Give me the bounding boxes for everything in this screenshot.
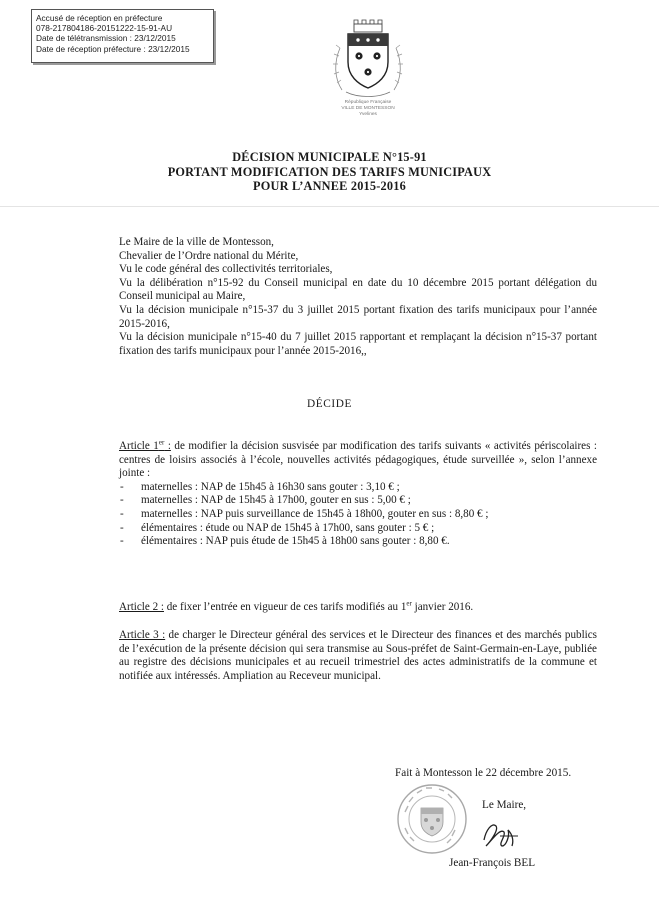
tariff-item: [119, 494, 597, 508]
title-line-1: DÉCISION MUNICIPALE N°15-91: [232, 150, 427, 164]
article-1-text: de modifier la décision susvisée par modification des tarifs suivants « activités périscolaires : centres de loisirs associés à l’école, nouvelles activités pédagogiques, étude surveillée », selon l’annexe jointe :: [119, 440, 598, 480]
consideration-line: Vu la décision municipale n°15-37 du 3 juillet 2015 portant fixation des tarifs municipaux pour l’année 2015-2016,: [119, 303, 597, 330]
mayor-seal-icon: [395, 782, 469, 856]
article-2-paragraph: [119, 601, 597, 615]
title-line-2: PORTANT MODIFICATION DES TARIFS MUNICIPAUX: [167, 164, 492, 179]
article-1-label-main: Article 1: [119, 440, 159, 452]
decision-title: [0, 150, 659, 194]
decide-heading: DÉCIDE: [306, 398, 352, 410]
handwritten-signature: [478, 816, 526, 852]
list-bullet: -: [120, 507, 124, 520]
list-bullet: -: [120, 480, 124, 493]
tariff-item-text: élémentaires : NAP puis étude de 15h45 à 18h00 sans gouter : 8,80 €.: [141, 535, 450, 548]
tariff-item: [119, 481, 597, 495]
tariff-list: [119, 481, 597, 549]
article-1-paragraph: [119, 440, 597, 481]
tariff-item: [119, 508, 597, 522]
title-line-3: POUR L’ANNEE 2015-2016: [253, 179, 406, 193]
article-2: [119, 601, 597, 615]
list-bullet: -: [120, 535, 124, 548]
stamp-line: Date de télétransmission : 23/12/2015: [36, 33, 176, 44]
list-bullet: -: [120, 521, 124, 534]
article-2-text-end: janvier 2016.: [411, 601, 474, 613]
article-2-text: de fixer l’entrée en vigueur de ces tarifs modifiés au 1: [163, 601, 407, 613]
divider: [0, 206, 659, 207]
article-2-sup: er: [406, 599, 412, 608]
stamp-line: Date de réception préfecture : 23/12/2015: [36, 43, 190, 54]
signatory-name: Jean-François BEL: [449, 857, 536, 869]
article-1-label-sup: er: [158, 438, 165, 447]
consideration-line: Chevalier de l’Ordre national du Mérite,: [119, 249, 299, 262]
tariff-item-text: élémentaires : étude ou NAP de 15h45 à 17h00, sans gouter : 5 € ;: [141, 521, 435, 534]
article-1: [119, 440, 597, 549]
prefecture-receipt-stamp: [31, 9, 214, 63]
consideration-line: Le Maire de la ville de Montesson,: [119, 236, 274, 248]
article-3-paragraph: [119, 629, 597, 683]
tariff-item: [119, 522, 597, 536]
stamp-line: 078-217804186-20151222-15-91-AU: [36, 23, 173, 34]
article-2-label: Article 2 :: [119, 601, 164, 613]
considerations: [119, 236, 597, 358]
crest-caption: [322, 100, 414, 118]
place-date: Fait à Montesson le 22 décembre 2015.: [395, 767, 572, 779]
consideration-line: Vu le code général des collectivités territoriales,: [119, 263, 333, 276]
article-3-label: Article 3 :: [119, 629, 166, 641]
crest-icon: [332, 18, 404, 98]
article-1-label-colon: :: [164, 440, 171, 452]
crest-caption-line: République Française: [344, 100, 392, 105]
tariff-item: [119, 535, 597, 549]
town-crest: [322, 18, 414, 123]
stamp-line: Accusé de réception en préfecture: [36, 13, 163, 23]
article-1-label: [119, 440, 171, 452]
tariff-item-text: maternelles : NAP de 15h45 à 16h30 sans gouter : 3,10 € ;: [141, 480, 400, 493]
article-3-text: de charger le Directeur général des services et le Directeur des finances et des marchés publics de l’exécution de la présente décision qui sera transmise au Sous-préfet de Saint-Germain-en-Laye, publiée au registre des décisions municipales et au recueil trimestriel des actes administratifs de la commune et notifiée aux intéressés. Ampliation au Receveur municipal.: [119, 629, 597, 682]
signatory-role: Le Maire,: [482, 799, 527, 811]
tariff-item-text: maternelles : NAP puis surveillance de 15h45 à 18h00, gouter en sus : 8,80 € ;: [141, 507, 489, 520]
consideration-line: Vu la décision municipale n°15-40 du 7 juillet 2015 rapportant et remplaçant la décision n°15-37 portant fixation des tarifs municipaux pour l’année 2015-2016,,: [119, 331, 597, 357]
crest-caption-line: Yvelines: [359, 112, 377, 117]
list-bullet: -: [120, 494, 124, 507]
crest-caption-line: VILLE DE MONTESSON: [341, 106, 395, 111]
tariff-item-text: maternelles : NAP de 15h45 à 17h00, gouter en sus : 5,00 € ;: [141, 494, 411, 507]
article-3: [119, 629, 597, 683]
consideration-line: Vu la délibération n°15-92 du Conseil municipal en date du 10 décembre 2015 portant délégation du Conseil municipal au Maire,: [119, 276, 597, 303]
